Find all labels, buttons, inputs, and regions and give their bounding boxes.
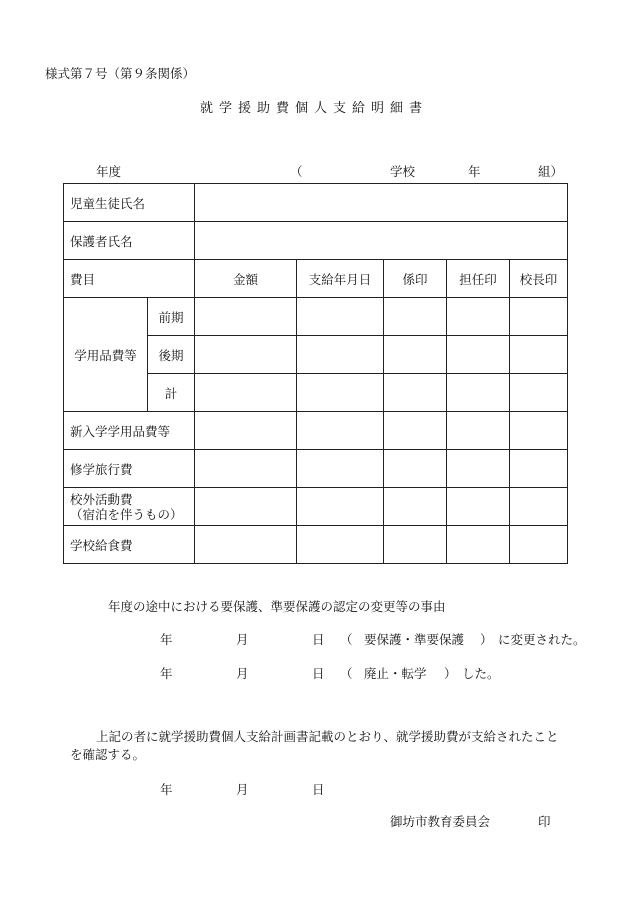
principal-seal-cell[interactable] <box>510 450 568 488</box>
change1-day: 日 <box>312 632 325 647</box>
guardian-name-field[interactable] <box>195 222 568 260</box>
payment-date-cell[interactable] <box>297 298 384 336</box>
seal-mark: 印 <box>538 814 551 829</box>
payment-date-cell[interactable] <box>297 450 384 488</box>
guardian-name-label: 保護者氏名 <box>64 222 195 260</box>
teacher-seal-cell[interactable] <box>447 412 510 450</box>
change2-paren-open: （ <box>340 666 353 681</box>
teacher-seal-cell[interactable] <box>447 336 510 374</box>
table-row <box>64 526 568 564</box>
table-row <box>64 412 568 450</box>
teacher-seal-cell[interactable] <box>447 450 510 488</box>
new-enrollment-label: 新入学学用品費等 <box>64 412 195 450</box>
second-term-label: 後期 <box>148 336 195 374</box>
grade-label: 年 <box>468 164 481 179</box>
amount-cell[interactable] <box>195 374 297 412</box>
payment-date-cell[interactable] <box>297 374 384 412</box>
teacher-seal-cell[interactable] <box>447 374 510 412</box>
clerk-seal-cell[interactable] <box>384 488 447 526</box>
change1-suffix: に変更された。 <box>498 632 586 647</box>
table-row <box>64 298 568 336</box>
outdoor-activity-label <box>64 488 195 526</box>
payment-date-cell[interactable] <box>297 412 384 450</box>
outdoor-activity-line2: （宿泊を伴うもの） <box>70 506 183 522</box>
student-name-field[interactable] <box>195 184 568 222</box>
first-term-label: 前期 <box>148 298 195 336</box>
class-label: 組） <box>538 164 564 179</box>
amount-header: 金額 <box>195 260 297 298</box>
principal-seal-cell[interactable] <box>510 374 568 412</box>
column-header-row <box>64 260 568 298</box>
teacher-seal-cell[interactable] <box>447 298 510 336</box>
amount-cell[interactable] <box>195 450 297 488</box>
change1-month: 月 <box>236 632 249 647</box>
clerk-seal-cell[interactable] <box>384 374 447 412</box>
fiscal-year-label: 年度 <box>96 164 122 179</box>
payment-date-cell[interactable] <box>297 336 384 374</box>
change2-month: 月 <box>236 666 249 681</box>
amount-cell[interactable] <box>195 412 297 450</box>
amount-cell[interactable] <box>195 488 297 526</box>
principal-seal-cell[interactable] <box>510 488 568 526</box>
amount-cell[interactable] <box>195 336 297 374</box>
item-header: 費目 <box>64 260 195 298</box>
confirm-month: 月 <box>236 782 249 797</box>
table-row <box>64 488 568 526</box>
form-number: 様式第７号（第９条関係） <box>45 66 196 81</box>
change2-day: 日 <box>312 666 325 681</box>
school-label: 学校 <box>390 164 416 179</box>
confirmation-text-line1: 上記の者に就学援助費個人支給計画書記載のとおり、就学援助費が支給されたこと <box>96 729 559 744</box>
amount-cell[interactable] <box>195 298 297 336</box>
change-reason-heading: 年度の途中における要保護、準要保護の認定の変更等の事由 <box>108 599 446 614</box>
payment-date-cell[interactable] <box>297 526 384 564</box>
school-trip-label: 修学旅行費 <box>64 450 195 488</box>
principal-seal-cell[interactable] <box>510 526 568 564</box>
clerk-seal-cell[interactable] <box>384 412 447 450</box>
student-name-row <box>64 184 568 222</box>
issuer-name: 御坊市教育委員会 <box>390 814 491 829</box>
amount-cell[interactable] <box>195 526 297 564</box>
table-row <box>64 450 568 488</box>
clerk-seal-header: 係印 <box>384 260 447 298</box>
payment-date-cell[interactable] <box>297 488 384 526</box>
clerk-seal-cell[interactable] <box>384 526 447 564</box>
change2-content: 廃止・転学 <box>364 666 427 681</box>
confirmation-text-line2: を確認する。 <box>70 747 146 762</box>
confirm-day: 日 <box>312 782 325 797</box>
teacher-seal-cell[interactable] <box>447 526 510 564</box>
document-title: 就学援助費個人支給明細書 <box>200 101 429 116</box>
change1-paren-close: ） <box>480 632 493 647</box>
school-supplies-label: 学用品費等 <box>64 298 148 412</box>
school-lunch-label: 学校給食費 <box>64 526 195 564</box>
clerk-seal-cell[interactable] <box>384 298 447 336</box>
change2-paren-close: ） <box>444 666 457 681</box>
clerk-seal-cell[interactable] <box>384 336 447 374</box>
principal-seal-header: 校長印 <box>510 260 568 298</box>
outdoor-activity-line1: 校外活動費 <box>70 491 133 507</box>
change1-paren-open: （ <box>340 632 353 647</box>
principal-seal-cell[interactable] <box>510 298 568 336</box>
open-paren: （ <box>290 164 303 179</box>
payment-date-header: 支給年月日 <box>297 260 384 298</box>
student-name-label: 児童生徒氏名 <box>64 184 195 222</box>
principal-seal-cell[interactable] <box>510 412 568 450</box>
clerk-seal-cell[interactable] <box>384 450 447 488</box>
teacher-seal-header: 担任印 <box>447 260 510 298</box>
payment-details-table <box>63 183 568 564</box>
guardian-name-row <box>64 222 568 260</box>
teacher-seal-cell[interactable] <box>447 488 510 526</box>
change2-suffix: した。 <box>462 666 500 681</box>
principal-seal-cell[interactable] <box>510 336 568 374</box>
confirm-year: 年 <box>160 782 173 797</box>
change1-content: 要保護・準要保護 <box>364 632 465 647</box>
change1-year: 年 <box>160 632 173 647</box>
change2-year: 年 <box>160 666 173 681</box>
total-label: 計 <box>148 374 195 412</box>
